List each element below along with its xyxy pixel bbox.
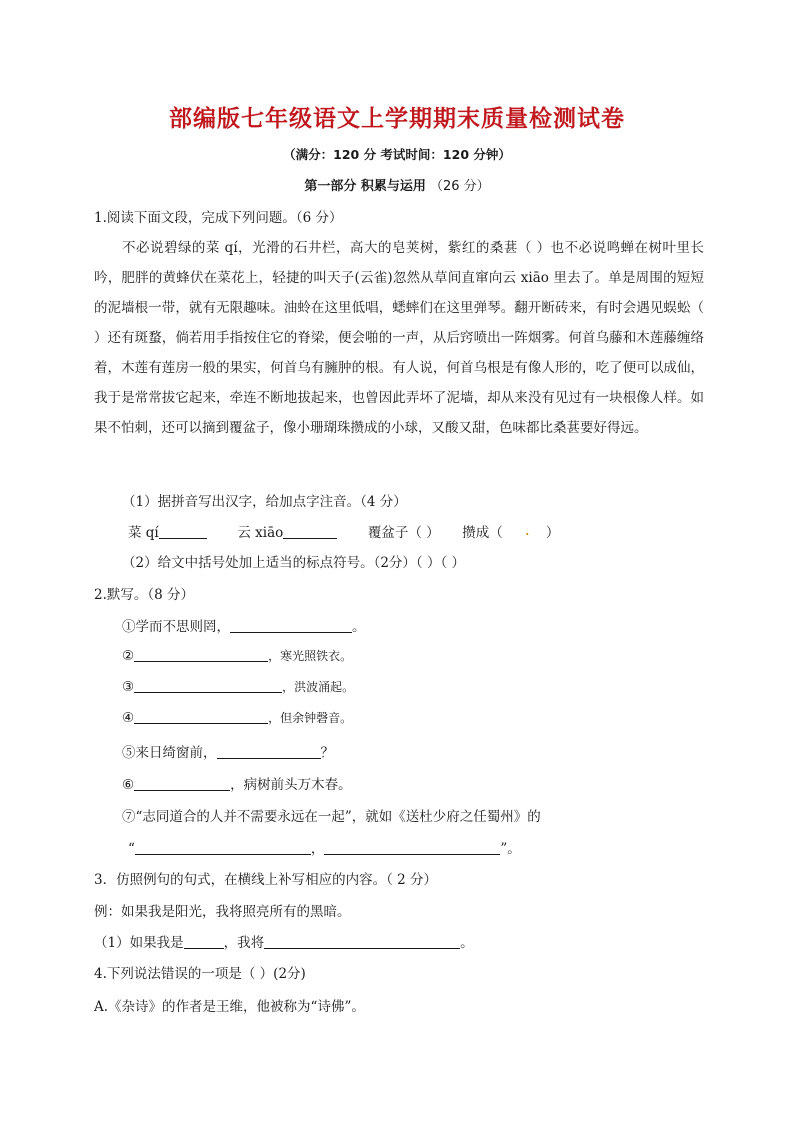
q1-sub1-items — [128, 520, 559, 541]
q1-passage: 不必说碧绿的菜 qí，光滑的石井栏，高大的皂荚树，紫红的桑葚（ ）也不必说鸣蝉在树叶里长吟，肥胖的黄蜂伏在菜花上，轻捷的叫天子(云雀)忽然从草间直窜向云 xiāo 里去了。单是周围的短短的泥墙根一带，就有无限趣味。油蛉在这里低唱，蟋蟀们在这里弹琴。翻开断砖来，有时会遇见蜈蚣（ ）还有斑蝥，倘若用手指按住它的脊梁，便会啪的一声，从后窍喷出一阵烟雾。何首乌藤和木莲藤缠络着，木莲有莲房一般的果实，何首乌有臃肿的根。有人说，何首乌根是有像人形的，吃了便可以成仙，我于是常常拔它起来，牵连不断地拔起来，也曾因此弄坏了泥墙，却从来没有见过有一块根像人样。如果不怕刺，还可以摘到覆盆子，像小珊瑚珠攒成的小球，又酸又甜，色味都比桑葚要好得远。 — [94, 240, 704, 436]
q1-item2-label: 云 xiāo — [237, 525, 284, 541]
q4-stem: 4.下列说法错误的一项是（ ）(2分) — [94, 966, 306, 982]
q1-sub2: （2）给文中括号处加上适当的标点符号。（2分）（ ）（ ） — [122, 555, 466, 571]
q2-line8-close: ”。 — [500, 841, 521, 857]
q2-line3-text: ，洪波涌起。 — [282, 680, 355, 694]
q4-option-a: A.《杂诗》的作者是王维，他被称为“诗佛”。 — [94, 999, 365, 1015]
q3-example: 例：如果我是阳光，我将照亮所有的黑暗。 — [94, 904, 351, 920]
q2-line5-end: ？ — [320, 745, 334, 761]
q2-line1 — [122, 615, 366, 635]
q2-line6 — [122, 773, 352, 793]
q1-item1-blank[interactable] — [159, 524, 207, 539]
q3-sentence1-mid: ，我将 — [223, 935, 265, 951]
q3-blank1[interactable] — [184, 934, 224, 949]
q1-stem: 1.阅读下面文段，完成下列问题。（6 分） — [94, 210, 343, 226]
q2-line5 — [122, 741, 334, 761]
q1-item3-label: 覆盆子（ ） — [367, 525, 440, 541]
q2-line4-blank[interactable] — [134, 709, 268, 724]
q2-line8-blank2[interactable] — [324, 840, 500, 855]
q2-line7: ⑦“志同道合的人并不需要永远在一起”，就如《送杜少府之任蜀州》的 — [122, 809, 541, 825]
q2-stem: 2.默写。（8 分） — [94, 587, 195, 603]
q2-line2-num: ② — [122, 648, 135, 664]
q2-line8 — [128, 837, 521, 857]
q2-line5-blank[interactable] — [217, 744, 321, 759]
q3-sentence1-start: （1）如果我是 — [94, 935, 184, 951]
q2-line6-text: ，病树前头万木春。 — [230, 777, 352, 793]
q1-item4-label-open: 攒成（ — [462, 525, 503, 541]
q2-line1-blank[interactable] — [230, 618, 352, 633]
q2-line8-blank1[interactable] — [135, 840, 311, 855]
exam-title: 部编版七年级语文上学期期末质量检测试卷 — [169, 106, 625, 132]
q3-sentence1 — [94, 931, 474, 951]
q3-sentence1-end: 。 — [460, 935, 474, 951]
q2-line2-text: ，寒光照铁衣。 — [268, 649, 353, 663]
q3-blank2[interactable] — [264, 934, 460, 949]
q2-line8-open: “ — [128, 841, 135, 857]
q2-line4 — [122, 709, 352, 726]
part-title: 第一部分 积累与运用 — [304, 179, 426, 194]
exam-subtitle: （满分：120 分 考试时间：120 分钟） — [283, 147, 511, 162]
part-score: （26 分） — [429, 179, 490, 194]
q1-sub1: （1）据拼音写出汉字，给加点字注音。（4 分） — [122, 494, 407, 510]
q1-item1-label: 菜 qí — [128, 525, 159, 541]
q2-line6-blank[interactable] — [134, 776, 230, 791]
q2-line6-num: ⑥ — [122, 777, 135, 793]
q3-stem: 3．仿照例句的句式，在横线上补写相应的内容。（ 2 分） — [94, 872, 438, 888]
q2-line1-text: ①学而不思则罔， — [122, 619, 230, 635]
q1-item2-blank[interactable] — [283, 524, 337, 539]
part-heading — [0, 175, 794, 194]
q2-line4-num: ④ — [122, 710, 135, 726]
q2-line2-blank[interactable] — [134, 647, 268, 662]
q2-line8-comma: ， — [310, 841, 325, 857]
q2-line2 — [122, 647, 352, 664]
q2-line3-num: ③ — [122, 679, 135, 695]
emphasis-dot-icon: . — [524, 520, 530, 539]
q1-item4-label-close: ） — [545, 525, 560, 541]
q2-line4-text: ，但余钟磬音。 — [268, 711, 353, 725]
q2-line3 — [122, 678, 354, 695]
q2-line3-blank[interactable] — [134, 678, 282, 693]
q2-line1-end: 。 — [352, 619, 366, 635]
q2-line5-text: ⑤来日绮窗前， — [122, 745, 217, 761]
